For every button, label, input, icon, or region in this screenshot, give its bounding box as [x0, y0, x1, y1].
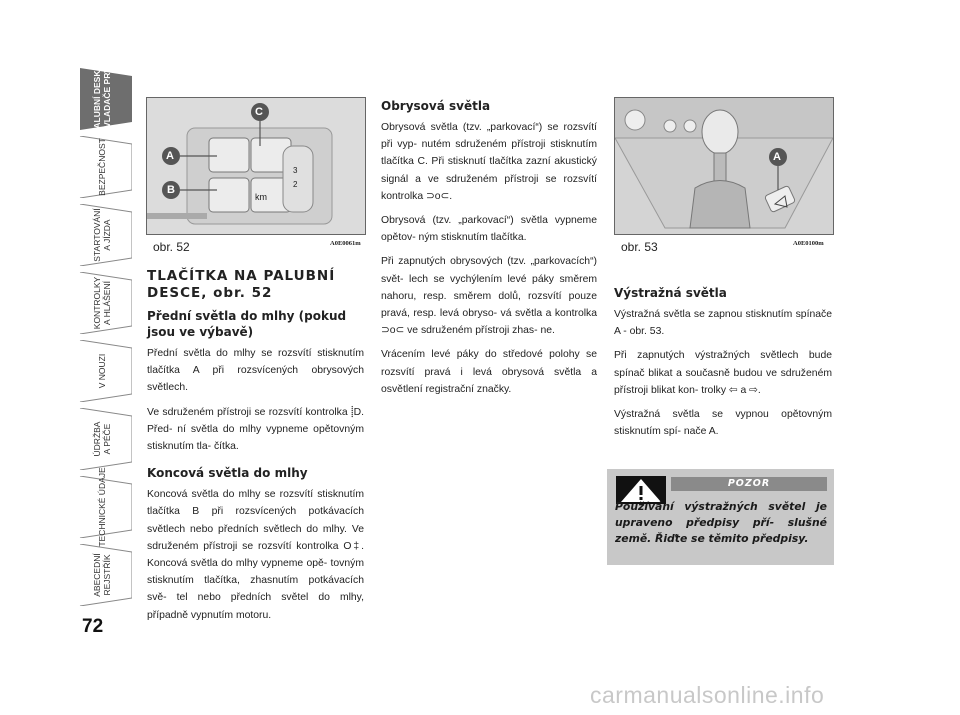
- tab-startovani[interactable]: [72, 204, 132, 266]
- tab-udrzba[interactable]: [72, 408, 132, 470]
- subheading-front-fog: Přední světla do mlhy (pokud jsou ve výbavě): [147, 309, 347, 339]
- section-heading: TLAČÍTKA NA PALUBNÍ DESCE, obr. 52: [147, 268, 336, 301]
- callout-c: C: [255, 106, 263, 118]
- callout-a: A: [773, 151, 781, 163]
- paragraph: Obrysová světla (tzv. „parkovací“) se rozsvítí při vyp- nutém sdruženém přístroji stisknutím tlačítka C. Při stisknutí tlačítka zazní akustický signál a ve sdruženém přístroji se rozsvítí kontrolka ⊃o⊂.: [381, 122, 597, 202]
- subheading-rear-fog: Koncová světla do mlhy: [147, 466, 308, 481]
- column-2: [381, 98, 597, 405]
- tab-label: PALUBNÍ DESKA A OVLADAČE PRVKY: [92, 55, 112, 143]
- subheading-hazard-lights: Výstražná světla: [614, 286, 727, 300]
- tab-technicke-udaje[interactable]: [72, 467, 132, 547]
- switch-label-2: 2: [293, 180, 298, 189]
- chapter-sidebar: [72, 55, 132, 628]
- tab-label: KONTROLKY A HLÁŠENÍ: [92, 276, 112, 330]
- tab-v-nouzi[interactable]: [72, 340, 132, 402]
- column-1: [147, 268, 364, 631]
- subheading-parking-lights: Obrysová světla: [381, 99, 491, 113]
- paragraph: Ve sdruženém přístroji se rozsvítí kontrolka ⸽D. Před- ní světla do mlhy vypneme opětovným stisknutím tla- čítka.: [147, 406, 364, 453]
- console-hazard-illustration: [615, 98, 833, 234]
- column-3: [614, 285, 832, 447]
- warning-label: POZOR: [671, 477, 827, 491]
- callout-a: A: [166, 150, 174, 162]
- tab-label: ABECEDNÍ REJSTŘÍK: [92, 553, 112, 597]
- warning-box: [607, 469, 834, 565]
- dashboard-buttons-illustration: [147, 98, 365, 234]
- callout-b: B: [167, 184, 175, 196]
- page-number: 72: [82, 616, 104, 637]
- km-label: km: [255, 192, 267, 202]
- switch-label-3: 3: [293, 166, 298, 175]
- paragraph: Vrácením levé páky do středové polohy se rozsvítí pravá i levá obrysová světla a osvětlení registrační značky.: [381, 349, 597, 395]
- paragraph: Výstražná světla se zapnou stisknutím spínače A - obr. 53.: [614, 309, 832, 338]
- watermark: carmanualsonline.info: [590, 682, 825, 708]
- tab-label: STARTOVÁNÍ A JÍZDA: [92, 208, 112, 262]
- paragraph: Výstražná světla se vypnou opětovným stisknutím spí- nače A.: [614, 409, 832, 438]
- tab-bezpecnost[interactable]: [72, 136, 132, 198]
- tab-kontrolky[interactable]: [72, 272, 132, 334]
- figure-53-code: A0E0100m: [793, 240, 824, 247]
- figure-52: [146, 97, 366, 235]
- paragraph: Při zapnutých výstražných světlech bude spínač blikat a současně budou ve sdruženém přístroji blikat kon- trolky ⇦ a ⇨.: [614, 350, 832, 396]
- tab-rejstrik[interactable]: [72, 544, 132, 606]
- paragraph: Přední světla do mlhy se rozsvítí stisknutím tlačítka A při rozsvícených obrysových světlech.: [147, 348, 364, 394]
- tab-label: V NOUZI: [97, 353, 107, 389]
- figure-52-caption: obr. 52: [153, 240, 190, 254]
- tab-label: TECHNICKÉ ÚDAJE: [97, 467, 107, 547]
- tab-palubni-deska[interactable]: [72, 55, 132, 143]
- figure-52-code: A0E0061m: [330, 240, 361, 247]
- figure-53-caption: obr. 53: [621, 240, 658, 254]
- paragraph: Obrysová (tzv. „parkovací“) světla vypneme opětov- ným stisknutím tlačítka.: [381, 215, 597, 244]
- figure-53: [614, 97, 834, 235]
- paragraph: Koncová světla do mlhy se rozsvítí stisknutím tlačítka B při rozsvícených potkávacích světlech nebo předních světlech do mlhy. Ve sdruženém přístroji se rozsvítí kontrolka O‡. Koncová světla do mlhy vypneme opě- tovným stisknutím tlačítka, zhasnutím potkávacích svě- tel nebo předních světel do mlhy, případně vypnutím motoru.: [147, 489, 364, 621]
- tab-label: ÚDRŽBA A PÉČE: [92, 421, 112, 457]
- tab-label: BEZPEČNOST: [97, 138, 107, 196]
- paragraph: Při zapnutých obrysových (tzv. „parkovacích“) svět- lech se vychýlením levé páky směrem nahoru, resp. směrem dolů, rozsvítí pouze pravá, resp. levá obryso- vá světla a kontrolka ⊃o⊂ ve sdruženém přístroji zhas- ne.: [381, 256, 597, 337]
- warning-text: Používání výstražných světel je upraveno předpisy pří- slušné země. Řiďte se těmito předpisy.: [615, 500, 827, 545]
